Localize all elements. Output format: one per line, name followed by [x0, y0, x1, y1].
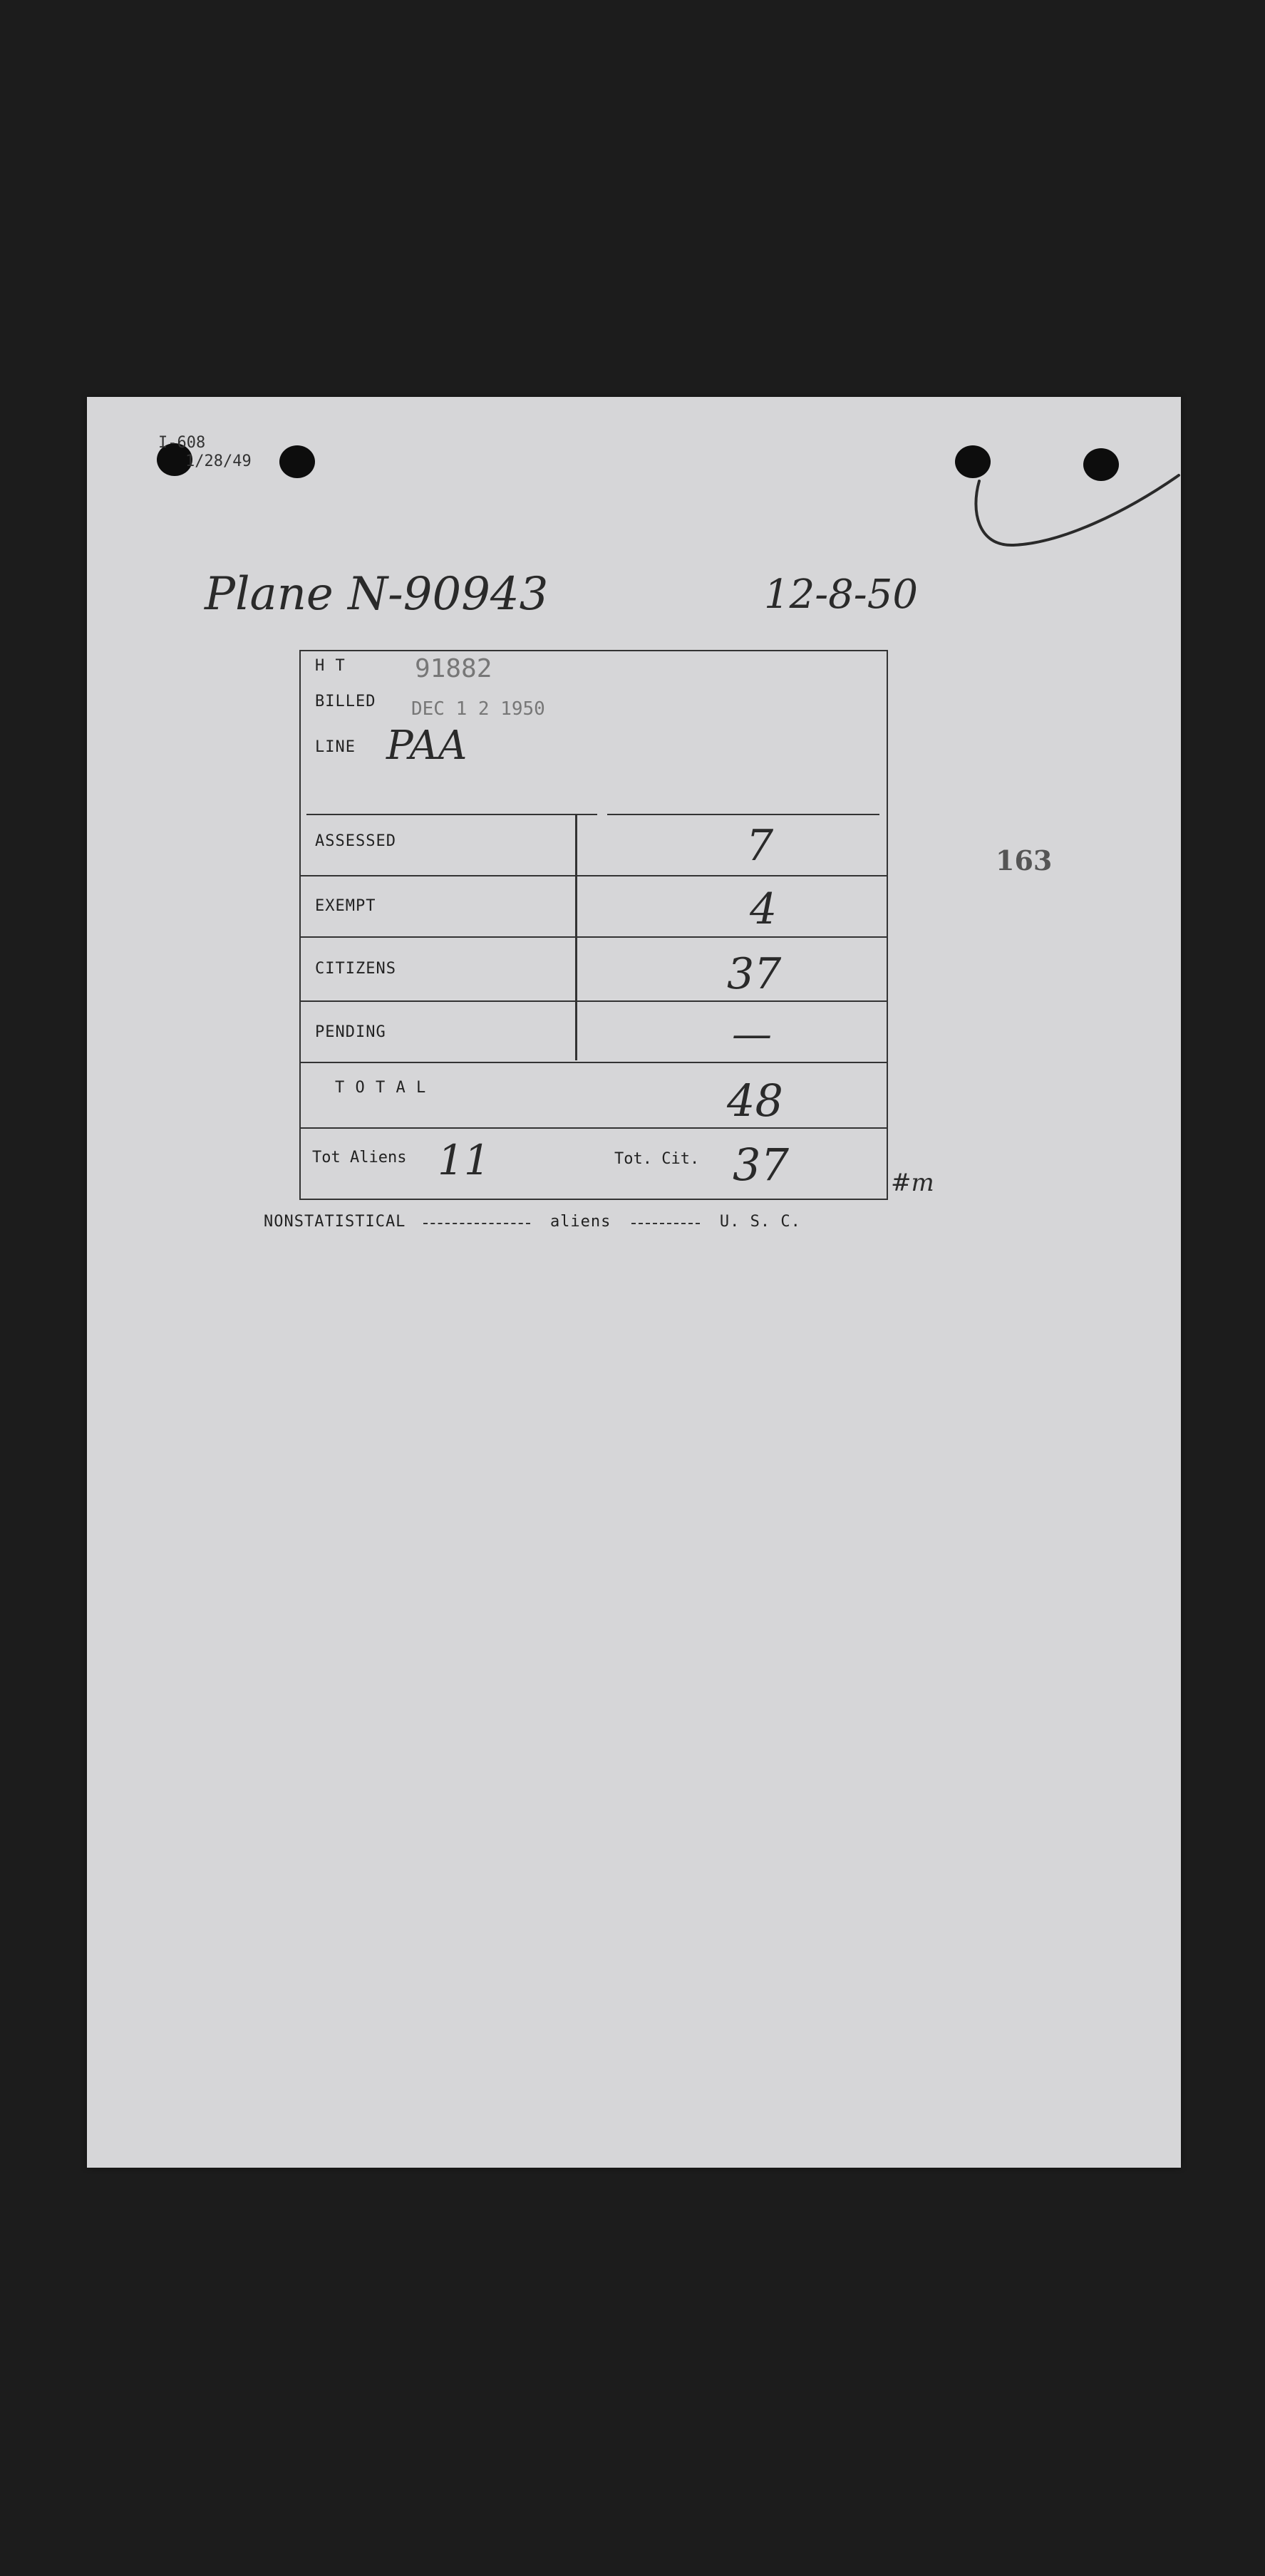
punch-hole-left-2 [279, 445, 315, 478]
line-value-handwritten: PAA [386, 723, 468, 769]
row-line-3 [301, 1000, 887, 1002]
assessed-value: 7 [746, 821, 774, 871]
billed-date-stamp: DEC 1 2 1950 [411, 698, 545, 720]
row-line-2 [301, 936, 887, 938]
line-label: LINE [315, 738, 356, 756]
total-citizens-label: Tot. Cit. [614, 1150, 700, 1168]
nonstatistical-aliens-label: aliens [549, 1213, 611, 1231]
pending-value: — [732, 1011, 772, 1057]
ht-label: H T [315, 657, 346, 675]
plane-number-handwritten: Plane N-90943 [205, 568, 549, 621]
header-separator-right [607, 814, 879, 815]
nonstatistical-line [264, 1213, 801, 1231]
form-code [158, 434, 252, 471]
total-citizens-value: 37 [733, 1139, 789, 1191]
nonstatistical-usc-label: U. S. C. [719, 1213, 801, 1231]
pending-label: PENDING [315, 1023, 386, 1041]
row-line-1 [301, 875, 887, 876]
exempt-value: 4 [750, 884, 778, 934]
manifest-form-box [299, 650, 888, 1200]
header-separator-left [306, 814, 597, 815]
row-line-4 [301, 1062, 887, 1063]
check-mark-icon [971, 468, 1184, 568]
nonstatistical-blank-2 [631, 1220, 700, 1224]
initials-handwritten: #m [891, 1169, 934, 1197]
date-handwritten: 12-8-50 [764, 571, 918, 618]
row-line-5 [301, 1127, 887, 1129]
exempt-label: EXEMPT [315, 897, 376, 915]
nonstatistical-blank-1 [423, 1220, 530, 1224]
form-code-date: 1/28/49 [185, 452, 252, 470]
assessed-label: ASSESSED [315, 832, 396, 850]
total-label: T O T A L [335, 1079, 427, 1097]
total-aliens-value: 11 [438, 1136, 490, 1184]
total-aliens-label: Tot Aliens [312, 1149, 407, 1167]
form-code-number: I-608 [158, 434, 206, 452]
billed-label: BILLED [315, 693, 376, 710]
ht-stamp-value: 91882 [415, 654, 492, 683]
citizens-value: 37 [727, 949, 782, 999]
nonstatistical-label: NONSTATISTICAL [264, 1213, 406, 1231]
total-value: 48 [727, 1075, 783, 1127]
citizens-label: CITIZENS [315, 960, 396, 978]
page-number: 163 [996, 844, 1053, 876]
